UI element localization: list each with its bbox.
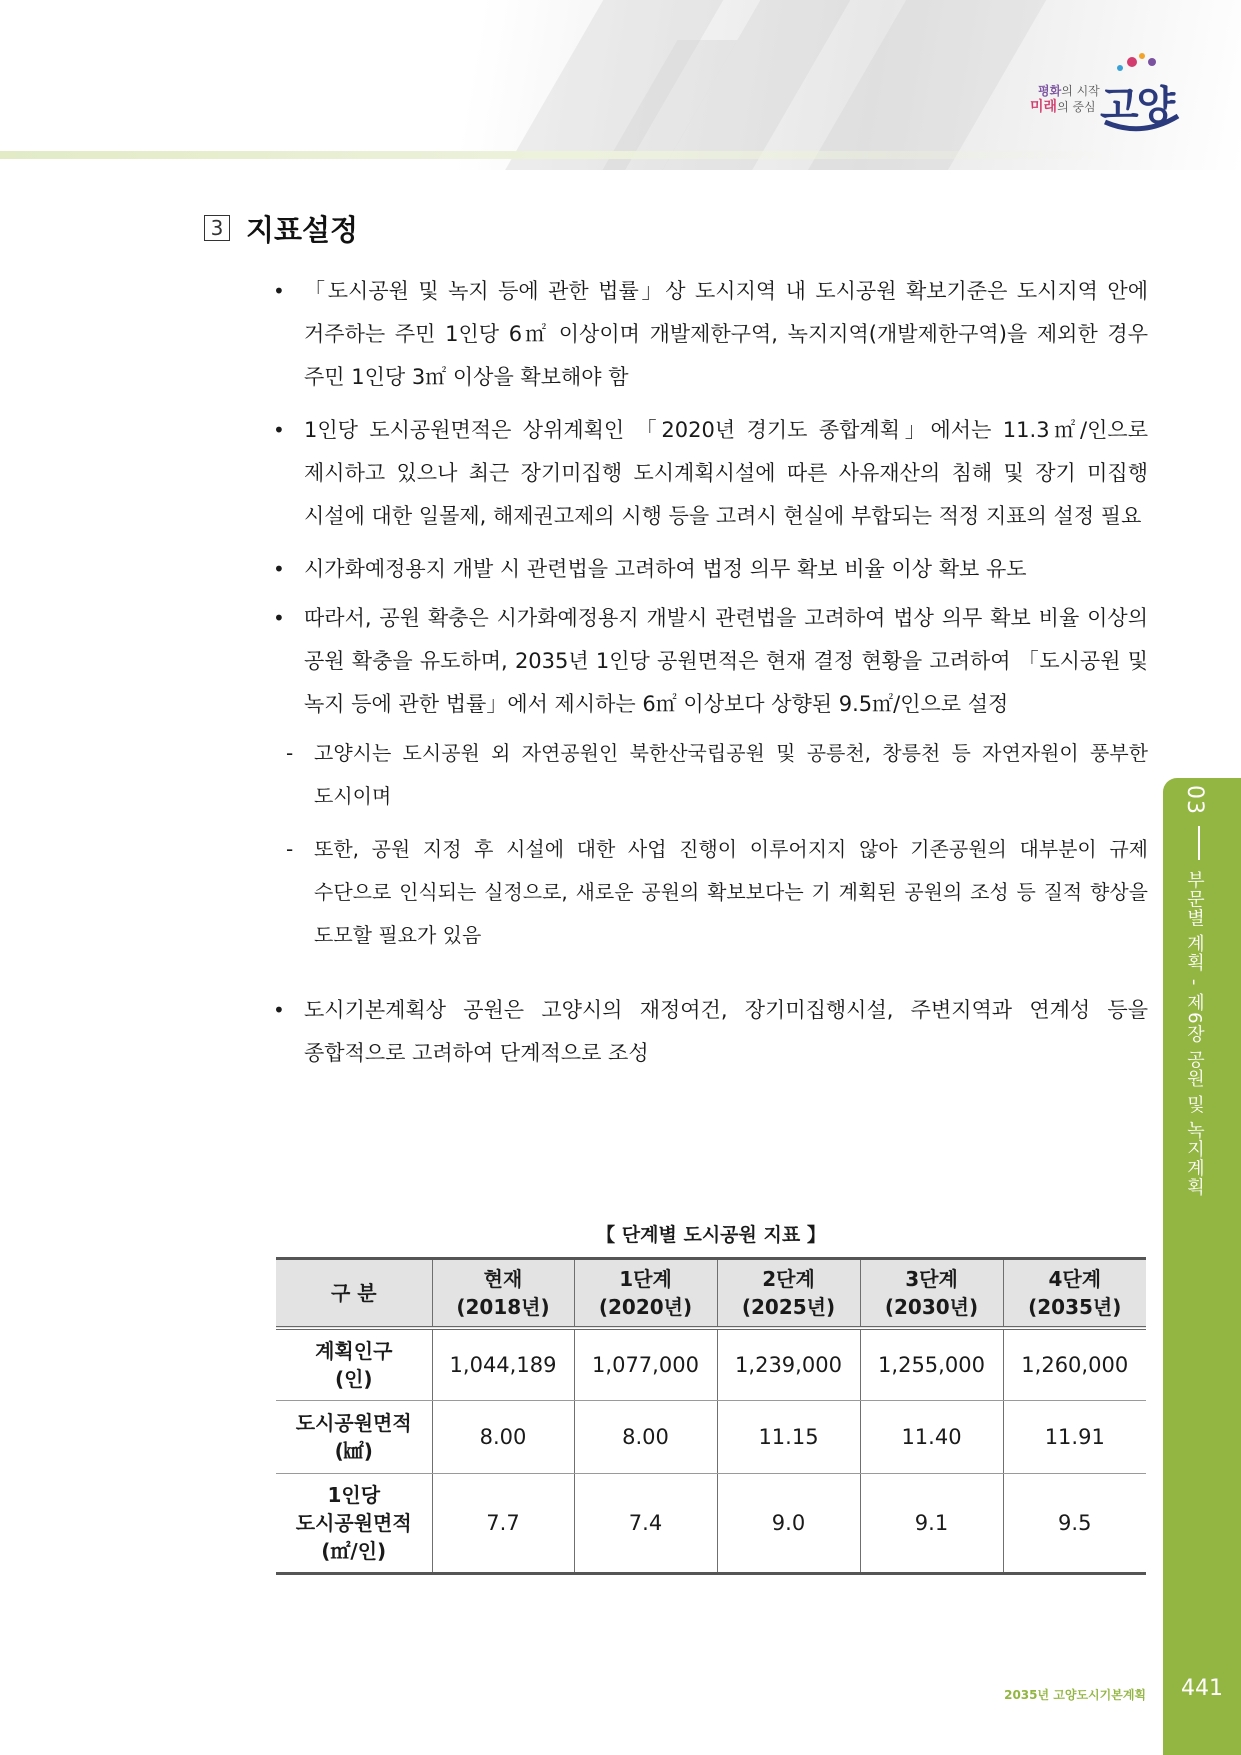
column-header: 1단계 (2020년)	[574, 1259, 717, 1329]
row-header: 계획인구 (인)	[276, 1328, 432, 1401]
table-cell: 1,239,000	[717, 1328, 860, 1401]
table-cell: 1,260,000	[1003, 1328, 1146, 1401]
column-header: 4단계 (2035년)	[1003, 1259, 1146, 1329]
table-cell: 8.00	[574, 1401, 717, 1474]
logo-wordmark: 고양	[1100, 83, 1174, 129]
page-number: 441	[1181, 1676, 1223, 1701]
table-cell: 1,044,189	[432, 1328, 574, 1401]
table-cell: 1,255,000	[860, 1328, 1003, 1401]
section-title: 지표설정	[246, 212, 359, 247]
bullet-paragraph: • 1인당 도시공원면적은 상위계획인 「2020년 경기도 종합계획」에서는 11.3㎡/인으로 제시하고 있으나 최근 장기미집행 도시계획시설에 따른 사유재산의 침해 및 장기 미집행 시설에 대한 일몰제, 해제권고제의 시행 등을 고려시 현실에 부합되는 적정 지표의 설정 필요	[270, 409, 1148, 538]
chapter-separator	[1198, 826, 1200, 860]
table-row	[276, 1401, 1146, 1474]
header-divider	[0, 151, 1241, 159]
body-text	[270, 270, 1148, 1075]
bullet-paragraph: • 따라서, 공원 확충은 시가화예정용지 개발시 관련법을 고려하여 법상 의무 확보 비율 이상의 공원 확충을 유도하며, 2035년 1인당 공원면적은 현재 결정 현황을 고려하여 「도시공원 및 녹지 등에 관한 법률」에서 제시하는 6㎡ 이상보다 상향된 9.5㎡/인으로 설정	[270, 597, 1148, 726]
chapter-title: 부문별 계획 - 제6장 공원 및 녹지계획	[1184, 870, 1205, 1197]
footer-document-title: 2035년 고양도시기본계획	[1004, 1688, 1146, 1702]
bullet-paragraph: • 도시기본계획상 공원은 고양시의 재정여건, 장기미집행시설, 주변지역과 연계성 등을 종합적으로 고려하여 단계적으로 조성	[270, 989, 1148, 1075]
dash-paragraph: - 고양시는 도시공원 외 자연공원인 북한산국립공원 및 공릉천, 창릉천 등 자연자원이 풍부한 도시이며	[270, 732, 1148, 818]
table-cell: 9.5	[1003, 1474, 1146, 1574]
chapter-number: 03	[1182, 785, 1207, 815]
row-header: 1인당 도시공원면적 (㎡/인)	[276, 1474, 432, 1574]
table-row	[276, 1474, 1146, 1574]
table-cell: 7.7	[432, 1474, 574, 1574]
row-header: 도시공원면적 (㎢)	[276, 1401, 432, 1474]
logo-slogan: 평화의 시작 미래의 중심	[1030, 84, 1100, 115]
table-row	[276, 1328, 1146, 1401]
chapter-side-label	[1167, 785, 1207, 1197]
section-heading	[204, 208, 358, 248]
table-corner-header: 구 분	[276, 1259, 432, 1329]
bullet-paragraph: • 「도시공원 및 녹지 등에 관한 법률」상 도시지역 내 도시공원 확보기준은 도시지역 안에 거주하는 주민 1인당 6㎡ 이상이며 개발제한구역, 녹지지역(개발제한구역)을 제외한 경우 주민 1인당 3㎡ 이상을 확보해야 함	[270, 270, 1148, 399]
bullet-paragraph: • 시가화예정용지 개발 시 관련법을 고려하여 법정 의무 확보 비율 이상 확보 유도	[270, 548, 1148, 591]
goyang-logo	[1030, 50, 1180, 135]
table-cell: 9.1	[860, 1474, 1003, 1574]
table-cell: 11.15	[717, 1401, 860, 1474]
table-cell: 9.0	[717, 1474, 860, 1574]
table-cell: 11.91	[1003, 1401, 1146, 1474]
table-cell: 1,077,000	[574, 1328, 717, 1401]
table-cell: 7.4	[574, 1474, 717, 1574]
table-header-row	[276, 1259, 1146, 1329]
column-header: 2단계 (2025년)	[717, 1259, 860, 1329]
table-caption: 【 단계별 도시공원 지표 】	[596, 1224, 826, 1246]
column-header: 3단계 (2030년)	[860, 1259, 1003, 1329]
section-number: 3	[204, 215, 230, 241]
table-cell: 11.40	[860, 1401, 1003, 1474]
table-cell: 8.00	[432, 1401, 574, 1474]
park-indicator-table	[276, 1257, 1146, 1575]
dash-paragraph: - 또한, 공원 지정 후 시설에 대한 사업 진행이 이루어지지 않아 기존공원의 대부분이 규제 수단으로 인식되는 실정으로, 새로운 공원의 확보보다는 기 계획된 공원의 조성 등 질적 향상을 도모할 필요가 있음	[270, 828, 1148, 957]
column-header: 현재 (2018년)	[432, 1259, 574, 1329]
